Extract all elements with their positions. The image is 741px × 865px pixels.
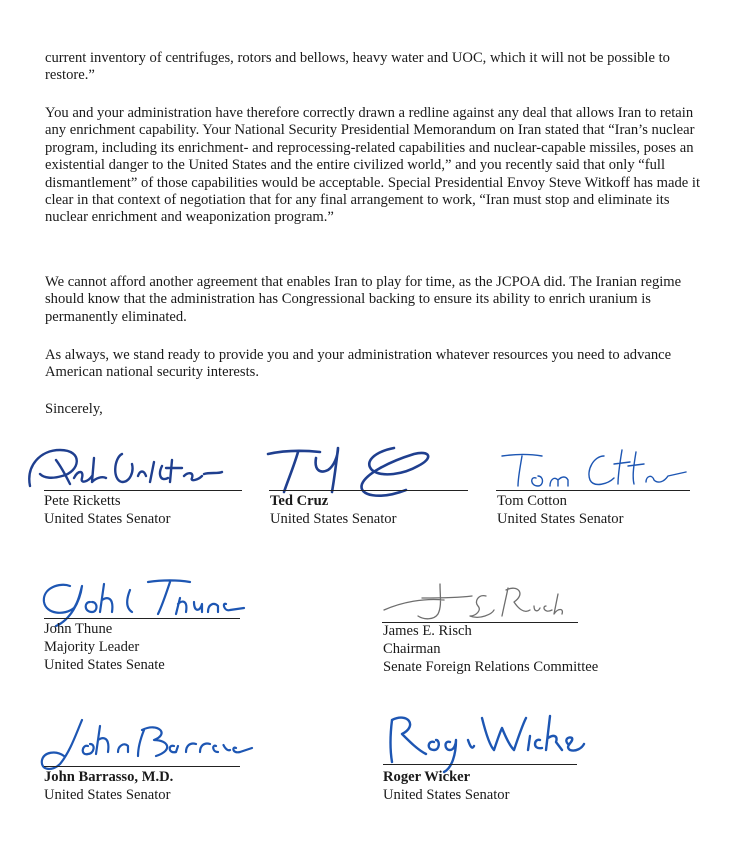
signatory-ricketts [44, 492, 170, 528]
signature-line-wicker [383, 764, 577, 765]
paragraph-resources: As always, we stand ready to provide you and your administration whatever resources you need to advance American national security interests. [45, 347, 672, 381]
signature-line-cruz [269, 490, 468, 491]
signatory-title: United States Senator [383, 787, 510, 803]
signatory-title: United States Senator [44, 787, 171, 803]
signature-line-thune [44, 618, 240, 619]
signatory-name: John Thune [44, 621, 113, 637]
signatory-cruz [270, 492, 396, 528]
signatory-subtitle: United States Senate [44, 657, 165, 673]
paragraph-jcpoa: We cannot afford another agreement that enables Iran to play for time, as the JCPOA did. The Iranian regime should know that the administration has Congressional backing to ensure its ability to enrich uranium is permanently eliminated. [45, 274, 682, 325]
signatory-title: United States Senator [497, 511, 624, 527]
signatory-name: Ted Cruz [270, 493, 329, 509]
paragraph-redline: You and your administration have therefore correctly drawn a redline against any deal that allows Iran to retain any enrichment capability. Your National Security Presidential Memorandum on Iran stated that “Iran’s nuclear program, including its enrichment- and reprocessing-related capabilities and nuclear-capable missiles, poses an existential danger to the United States and the entire civilized world,” and you recently said that only “full dismantlement” of those capabilities would be acceptable. Special Presidential Envoy Steve Witkoff has made it clear in that context of negotiation that for any final arrangement to work, “Iran must stop and eliminate its nuclear enrichment and weaponization program.” [45, 105, 701, 226]
signatory-title: United States Senator [44, 511, 171, 527]
signatory-title: Majority Leader [44, 639, 140, 655]
signatory-cotton [497, 492, 623, 528]
signatory-name: Roger Wicker [383, 769, 471, 785]
signatory-title: Chairman [383, 641, 441, 657]
signature-cotton [496, 446, 696, 490]
signatory-name: James E. Risch [383, 623, 472, 639]
signatory-name: John Barrasso, M.D. [44, 769, 174, 785]
signature-line-ricketts [44, 490, 242, 491]
paragraph-inventory: current inventory of centrifuges, rotors and bellows, heavy water and UOC, which it will not be possible to restore.” [45, 50, 670, 84]
signatory-name: Tom Cotton [497, 493, 567, 509]
signatory-subtitle: Senate Foreign Relations Committee [383, 659, 599, 675]
signature-ricketts [22, 438, 242, 498]
signatory-barrasso [44, 768, 173, 804]
closing-sincerely: Sincerely, [45, 401, 103, 417]
signature-line-cotton [496, 490, 690, 491]
signatory-thune [44, 620, 165, 674]
signature-line-barrasso [44, 766, 240, 767]
signatory-name: Pete Ricketts [44, 493, 121, 509]
signatory-wicker [383, 768, 509, 804]
signatory-risch [383, 622, 598, 676]
signatory-title: United States Senator [270, 511, 397, 527]
signature-risch [382, 580, 582, 626]
